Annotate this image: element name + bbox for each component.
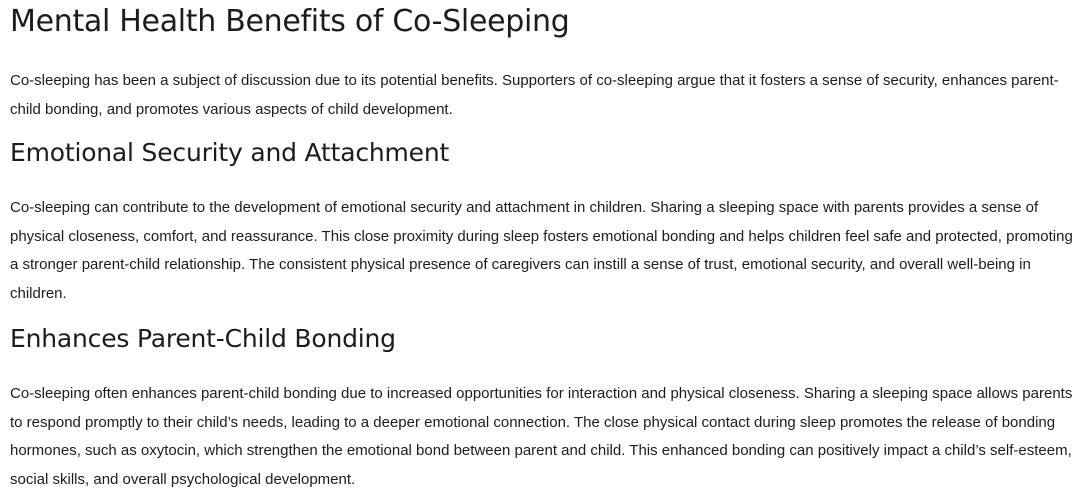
section-body-emotional-security: Co-sleeping can contribute to the development of emotional security and attachment in children. Sharing a sleeping space with parents provides a sense of physical closeness, comfort, and reassurance. This close proximity during sleep fosters emotional bonding and helps children feel safe and protected, promoting a stronger parent-child relationship. The consistent physical presence of caregivers can instill a sense of trust, emotional security, and overall well-being in children.: [10, 199, 1073, 302]
section-body-parent-child-bonding: Co-sleeping often enhances parent-child bonding due to increased opportunities for interaction and physical closeness. Sharing a sleeping space allows parents to respond promptly to their child’s needs, leading to a deeper emotional connection. The close physical contact during sleep promotes the release of bonding hormones, such as oxytocin, which strengthen the emotional bond between parent and child. This enhanced bonding can positively impact a child’s self-esteem, social skills, and overall psychological development.: [10, 385, 1073, 488]
section-heading-emotional-security: Emotional Security and Attachment: [10, 138, 450, 167]
page-title: Mental Health Benefits of Co-Sleeping: [10, 4, 570, 39]
article: [10, 0, 1074, 494]
intro-paragraph: Co-sleeping has been a subject of discussion due to its potential benefits. Supporters of co-sleeping argue that it fosters a sense of security, enhances parent-child bonding, and promotes various aspects of child development.: [10, 72, 1059, 118]
section-heading-parent-child-bonding: Enhances Parent-Child Bonding: [10, 324, 396, 353]
